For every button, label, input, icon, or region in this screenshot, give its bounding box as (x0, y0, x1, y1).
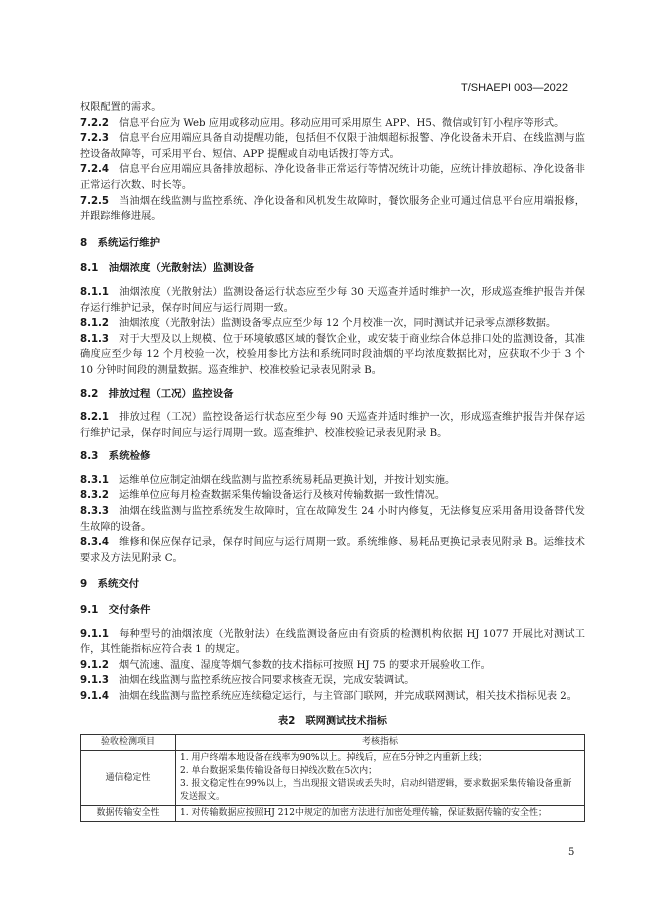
paragraph (80, 100, 585, 116)
section-heading-9: 9 系统交付 (80, 578, 140, 591)
cell-index (176, 806, 585, 822)
table-caption: 表2 联网测试技术指标 (278, 715, 387, 727)
clause-number: 7.2.4 (80, 164, 110, 176)
paras-top (80, 100, 585, 225)
table-row (81, 751, 585, 806)
clause-number: 8.1.2 (80, 318, 110, 330)
paragraph-text: 油烟在线监测与监控系统应按合同要求核查无误，完成安装调试。 (119, 675, 415, 687)
paragraph (80, 473, 585, 489)
clause-number: 9.1.2 (80, 659, 110, 671)
clause-number: 9.1.4 (80, 691, 110, 702)
paragraph (80, 658, 585, 674)
document-code: T/SHAEPI 003—2022 (460, 82, 568, 94)
cell-item: 数据传输安全性 (81, 806, 176, 822)
paragraph-text: 运维单位应每月检查数据采集传输设备运行及核对传输数据一致性情况。 (119, 490, 446, 502)
index-line: 2. 单台数据采集传输设备每日掉线次数在5次内； (180, 766, 378, 777)
subsection-heading-8-3: 8.3 系统检修 (80, 450, 151, 463)
cell-index (176, 751, 585, 806)
column-header-item: 验收检测项目 (81, 735, 176, 751)
column-header-index: 考核指标 (176, 735, 585, 751)
paragraph-text: 油烟浓度（光散射法）监测设备运行状态应至少每 30 天巡查并适时维护一次，形成巡查维护报告并保存运行维护记录，保存时间应与运行周期一致。 (80, 286, 585, 314)
paragraph (80, 162, 585, 193)
page-body (80, 100, 585, 822)
paragraph (80, 689, 585, 705)
clause-number: 8.1.3 (80, 333, 110, 345)
table-row (81, 806, 585, 822)
clause-number: 8.3.2 (80, 490, 110, 502)
paragraph-text: 每种型号的油烟浓度（光散射法）在线监测设备应由有资质的检测机构依据 HJ 1077 开展比对测试工作，其性能指标应符合表 1 的规定。 (80, 628, 585, 656)
paragraph (80, 316, 585, 332)
paragraph-text: 油烟浓度（光散射法）监测设备零点应至少每 12 个月校准一次，同时测试并记录零点漂移数据。 (119, 318, 557, 330)
network-test-table (80, 734, 585, 822)
paragraph (80, 116, 585, 132)
paragraph (80, 285, 585, 316)
paragraph-text: 信息平台应为 Web 应用或移动应用。移动应用可采用原生 APP、H5、微信或钉钉小程序等形式。 (119, 117, 565, 129)
paragraph (80, 673, 585, 689)
clause-number: 8.1.1 (80, 286, 110, 298)
paragraph (80, 410, 585, 441)
subsection-heading-8-1: 8.1 油烟浓度（光散射法）监测设备 (80, 262, 255, 275)
paragraph (80, 535, 585, 566)
paragraph-text: 对于大型及以上规模、位于环境敏感区域的餐饮企业，或安装于商业综合体总排口处的监测设备，其准确度应至少每 12 个月校验一次，校验用参比方法和系统同时段油烟的平均浓度数据比对，应获取不少于 3 个 10 分钟时间段的测量数据。巡查维护、校准校验记录表见附录 B。 (80, 333, 585, 376)
paragraph (80, 131, 585, 162)
paragraph-text: 当油烟在线监测与监控系统、净化设备和风机发生故障时，餐饮服务企业可通过信息平台应用端报修，并跟踪维修进展。 (80, 195, 585, 223)
index-line: 1. 对传输数据应按照HJ 212中规定的加密方法进行加密处理传输，保证数据传输的安全性； (180, 808, 547, 819)
paragraph (80, 332, 585, 379)
clause-number: 7.2.3 (80, 133, 110, 145)
clause-number: 9.1.1 (80, 628, 110, 640)
table-header-row (81, 735, 585, 751)
section-heading-8: 8 系统运行维护 (80, 236, 160, 249)
clause-number: 7.2.5 (80, 195, 110, 207)
paragraph-text: 油烟在线监测与监控系统发生故障时，宜在故障发生 24 小时内修复，无法修复应采用备用设备替代发生故障的设备。 (80, 506, 585, 533)
index-line: 3. 报文稳定性在99%以上，当出现报文错误或丢失时，启动纠错逻辑，要求数据采集传输设备重新发送报文。 (180, 779, 572, 803)
paragraph-text: 信息平台应用端应具备排放超标、净化设备非正常运行等情况统计功能，应统计排放超标、净化设备非正常运行次数、时长等。 (80, 164, 585, 191)
cell-item: 通信稳定性 (81, 751, 176, 806)
paragraph-text: 油烟在线监测与监控系统应连续稳定运行，与主管部门联网，并完成联网测试，相关技术指标见表 2。 (119, 691, 577, 702)
paragraph-text: 信息平台应用端应具备自动提醒功能，包括但不仅限于油烟超标报警、净化设备未开启、在线监测与监控设备故障等，可采用平台、短信、APP 提醒或自动电话拨打等方式。 (80, 133, 585, 160)
clause-number: 7.2.2 (80, 117, 110, 129)
clause-number: 8.3.1 (80, 474, 110, 486)
clause-number: 8.2.1 (80, 412, 110, 424)
paragraph (80, 488, 585, 504)
clause-number: 9.1.3 (80, 675, 110, 687)
subsection-heading-9-1: 9.1 交付条件 (80, 604, 151, 617)
paragraph-text: 烟气流速、温度、湿度等烟气参数的技术指标可按照 HJ 75 的要求开展验收工作。 (119, 659, 491, 671)
paragraph-text: 维修和保应保存记录，保存时间应与运行周期一致。系统维修、易耗品更换记录表见附录 B。运维技术要求及方法见附录 C。 (80, 537, 585, 564)
subsection-heading-8-2: 8.2 排放过程（工况）监控设备 (80, 387, 234, 400)
paragraph (80, 504, 585, 535)
paragraph-text: 排放过程（工况）监控设备运行状态应至少每 90 天巡查并适时维护一次，形成巡查维护报告并保存运行维护记录，保存时间应与运行周期一致。巡查维护、校准校验记录表见附录 B。 (80, 412, 585, 439)
paragraph (80, 194, 585, 225)
page-number: 5 (568, 847, 575, 858)
index-line: 1. 用户终端本地设备在线率为90%以上。掉线后，应在5分钟之内重新上线； (180, 753, 488, 764)
paragraph-text: 权限配置的需求。 (80, 102, 162, 113)
clause-number: 8.3.3 (80, 506, 110, 518)
paragraph (80, 627, 585, 658)
paragraph-text: 运维单位应制定油烟在线监测与监控系统易耗品更换计划，并按计划实施。 (119, 474, 456, 486)
clause-number: 8.3.4 (80, 537, 110, 549)
